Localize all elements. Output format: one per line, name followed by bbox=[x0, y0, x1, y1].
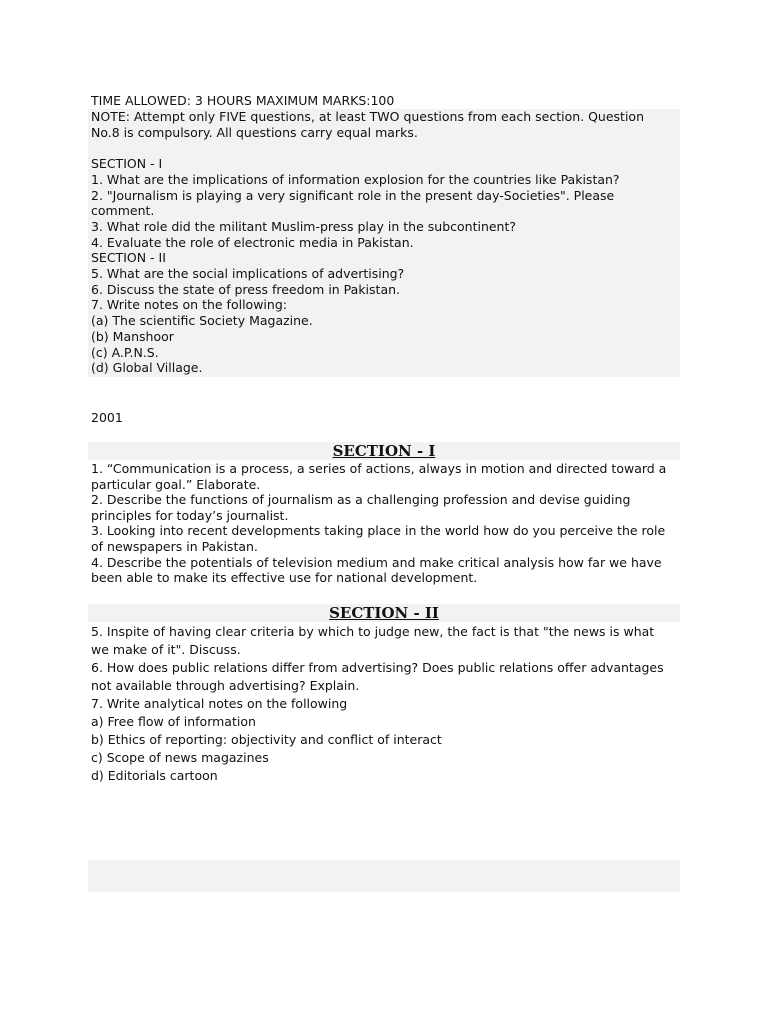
question-2: 2. "Journalism is playing a very significant role in the present day-Societies". Please bbox=[91, 187, 615, 203]
s1-line-7: 4. Describe the potentials of television medium and make critical analysis how far we have bbox=[91, 554, 662, 570]
note-line-1: NOTE: Attempt only FIVE questions, at least TWO questions from each section. Question bbox=[91, 109, 644, 124]
s2-line-7: b) Ethics of reporting: objectivity and conflict of interact bbox=[91, 732, 442, 747]
blank-line bbox=[91, 140, 680, 156]
note-item-a: (a) The scientific Society Magazine. bbox=[91, 313, 313, 329]
note-item-d: (d) Global Village. bbox=[91, 360, 203, 376]
note-line-2: No.8 is compulsory. All questions carry equal marks. bbox=[91, 124, 418, 140]
s1-line-3: 2. Describe the functions of journalism as a challenging profession and devise guiding bbox=[91, 492, 631, 508]
question-7: 7. Write notes on the following: bbox=[91, 297, 287, 313]
question-2-cont: comment. bbox=[91, 203, 155, 219]
s1-line-1: 1. “Communication is a process, a series of actions, always in motion and directed toward a bbox=[91, 461, 667, 476]
note-item-c: (c) A.P.N.S. bbox=[91, 344, 159, 360]
s2-line-5: 7. Write analytical notes on the following bbox=[91, 696, 348, 711]
exam1-body bbox=[88, 109, 680, 377]
question-5: 5. What are the social implications of advertising? bbox=[91, 266, 405, 282]
s2-line-2: we make of it". Discuss. bbox=[91, 642, 241, 657]
question-4: 4. Evaluate the role of electronic media in Pakistan. bbox=[91, 234, 414, 250]
empty-shaded-band bbox=[88, 860, 680, 892]
section2-title: SECTION - II bbox=[91, 250, 166, 266]
section1-questions bbox=[88, 461, 680, 586]
note-item-b: (b) Manshoor bbox=[91, 328, 174, 344]
year-label: 2001 bbox=[91, 410, 123, 425]
s2-line-4: not available through advertising? Explain. bbox=[91, 678, 360, 693]
s2-line-8: c) Scope of news magazines bbox=[91, 750, 269, 765]
s1-line-4: principles for today’s journalist. bbox=[91, 507, 289, 523]
s2-line-6: a) Free flow of information bbox=[91, 714, 256, 729]
s2-line-1: 5. Inspite of having clear criteria by which to judge new, the fact is that "the news is what bbox=[91, 624, 655, 639]
s2-line-9: d) Editorials cartoon bbox=[91, 768, 218, 783]
s1-line-6: of newspapers in Pakistan. bbox=[91, 538, 258, 554]
s2-line-3: 6. How does public relations differ from advertising? Does public relations offer advantages bbox=[91, 660, 664, 675]
exam-header-line bbox=[88, 93, 680, 109]
section2-heading: SECTION - II bbox=[88, 604, 680, 622]
s1-line-5: 3. Looking into recent developments taking place in the world how do you perceive the role bbox=[91, 523, 666, 539]
question-6: 6. Discuss the state of press freedom in Pakistan. bbox=[91, 281, 401, 297]
s1-line-8: been able to make its effective use for national development. bbox=[91, 570, 478, 586]
question-1: 1. What are the implications of information explosion for the countries like Pakistan? bbox=[91, 171, 620, 187]
s1-line-2: particular goal.” Elaborate. bbox=[91, 476, 261, 492]
section1-heading: SECTION - I bbox=[88, 442, 680, 460]
time-allowed-text: TIME ALLOWED: 3 HOURS MAXIMUM MARKS:100 bbox=[91, 93, 395, 108]
section2-questions bbox=[88, 623, 680, 785]
question-3: 3. What role did the militant Muslim-press play in the subcontinent? bbox=[91, 218, 517, 234]
section1-title: SECTION - I bbox=[91, 156, 163, 172]
